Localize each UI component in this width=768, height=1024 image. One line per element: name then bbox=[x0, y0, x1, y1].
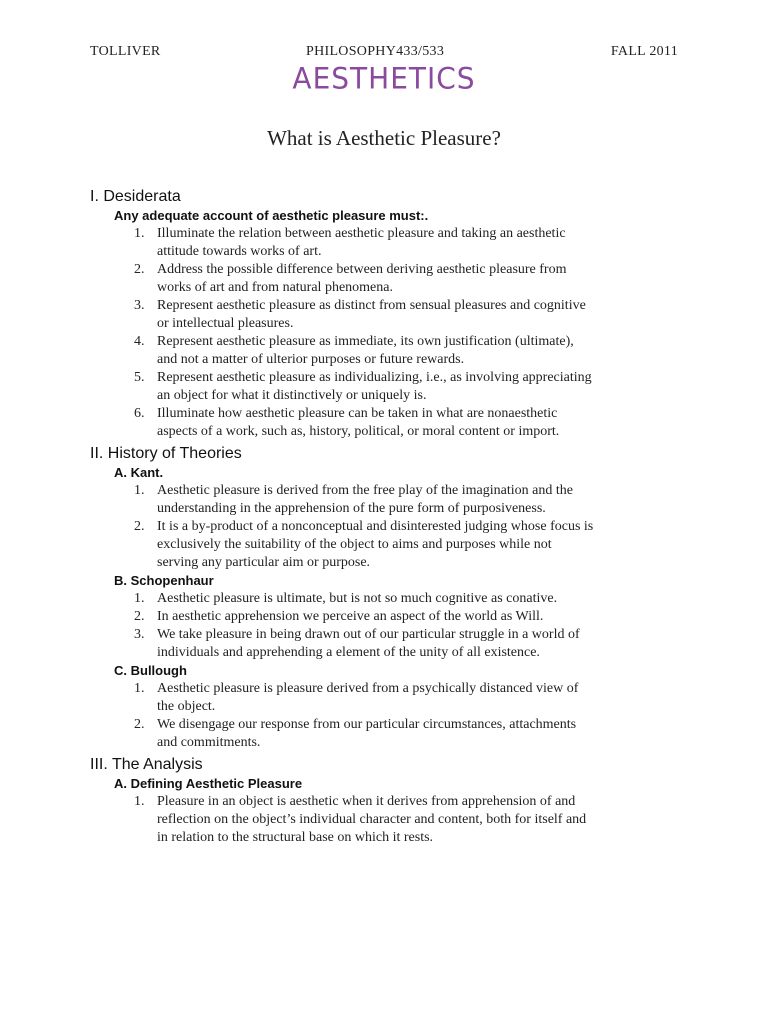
list-item-number: 1. bbox=[134, 794, 145, 809]
list-item bbox=[90, 225, 690, 261]
list-item-line: Aesthetic pleasure is derived from the free play of the imagination and the bbox=[157, 483, 573, 498]
list-item-number: 2. bbox=[134, 609, 145, 624]
list-item bbox=[90, 297, 690, 333]
list-item-line: the object. bbox=[157, 699, 216, 714]
schopenhaur-list bbox=[90, 590, 690, 662]
list-item bbox=[90, 333, 690, 369]
list-item-line: an object for what it distinctively or uniquely is. bbox=[157, 388, 427, 403]
list-item-line: exclusively the suitability of the object to aims and purposes while not bbox=[157, 537, 552, 552]
list-item-number: 2. bbox=[134, 262, 145, 277]
bullough-list bbox=[90, 680, 690, 752]
desiderata-intro: Any adequate account of aesthetic pleasure must:. bbox=[114, 208, 429, 223]
course-code: PHILOSOPHY433/533 bbox=[306, 44, 445, 59]
subsection-heading-bullough: C. Bullough bbox=[114, 663, 187, 678]
list-item-line: in relation to the structural base on which it rests. bbox=[157, 830, 434, 845]
list-item bbox=[90, 716, 690, 752]
list-item-line: We take pleasure in being drawn out of our particular struggle in a world of bbox=[157, 627, 580, 642]
list-item-line: attitude towards works of art. bbox=[157, 244, 322, 259]
list-item-number: 1. bbox=[134, 681, 145, 696]
list-item-line: Aesthetic pleasure is pleasure derived from a psychically distanced view of bbox=[157, 681, 579, 696]
list-item bbox=[90, 261, 690, 297]
list-item bbox=[90, 680, 690, 716]
list-item-line: In aesthetic apprehension we perceive an aspect of the world as Will. bbox=[157, 609, 544, 624]
section-heading-analysis: III. The Analysis bbox=[90, 756, 203, 773]
list-item bbox=[90, 369, 690, 405]
list-item bbox=[90, 482, 690, 518]
list-item-line: Represent aesthetic pleasure as immediate, its own justification (ultimate), bbox=[157, 334, 574, 349]
desiderata-list bbox=[90, 225, 690, 441]
list-item-line: It is a by-product of a nonconceptual and disinterested judging whose focus is bbox=[157, 519, 594, 534]
list-item-number: 2. bbox=[134, 519, 145, 534]
list-item-line: serving any particular aim or purpose. bbox=[157, 555, 371, 570]
list-item-line: individuals and apprehending a element of the unity of all existence. bbox=[157, 645, 540, 660]
list-item-line: Represent aesthetic pleasure as distinct from sensual pleasures and cognitive bbox=[157, 298, 586, 313]
subsection-heading-defining: A. Defining Aesthetic Pleasure bbox=[114, 776, 303, 791]
list-item-number: 3. bbox=[134, 627, 145, 642]
list-item-line: understanding in the apprehension of the pure form of purposiveness. bbox=[157, 501, 546, 516]
list-item-line: and commitments. bbox=[157, 735, 261, 750]
list-item-line: and not a matter of ulterior purposes or future rewards. bbox=[157, 352, 465, 367]
list-item-line: Represent aesthetic pleasure as individualizing, i.e., as involving appreciating bbox=[157, 370, 592, 385]
kant-list bbox=[90, 482, 690, 572]
list-item bbox=[90, 793, 690, 847]
defining-list bbox=[90, 793, 690, 847]
list-item-line: Illuminate how aesthetic pleasure can be taken in what are nonaesthetic bbox=[157, 406, 558, 421]
list-item bbox=[90, 518, 690, 572]
term: FALL 2011 bbox=[610, 44, 678, 59]
list-item-line: Pleasure in an object is aesthetic when it derives from apprehension of and bbox=[157, 794, 576, 809]
page-title: What is Aesthetic Pleasure? bbox=[267, 126, 501, 150]
list-item-number: 1. bbox=[134, 591, 145, 606]
list-item-line: Address the possible difference between deriving aesthetic pleasure from bbox=[157, 262, 567, 277]
list-item bbox=[90, 608, 690, 626]
list-item-number: 2. bbox=[134, 717, 145, 732]
list-item-line: or intellectual pleasures. bbox=[157, 316, 294, 331]
list-item-number: 5. bbox=[134, 370, 145, 385]
list-item-number: 6. bbox=[134, 406, 145, 421]
list-item-line: Aesthetic pleasure is ultimate, but is not so much cognitive as conative. bbox=[157, 591, 558, 606]
subsection-heading-schopenhaur: B. Schopenhaur bbox=[114, 573, 214, 588]
section-heading-history: II. History of Theories bbox=[90, 445, 242, 462]
list-item-line: We disengage our response from our particular circumstances, attachments bbox=[157, 717, 577, 732]
subsection-heading-kant: A. Kant. bbox=[114, 465, 164, 480]
list-item-line: reflection on the object’s individual character and content, both for itself and bbox=[157, 812, 587, 827]
list-item bbox=[90, 590, 690, 608]
list-item-number: 1. bbox=[134, 226, 145, 241]
author-name: TOLLIVER bbox=[90, 44, 161, 59]
list-item-line: works of art and from natural phenomena. bbox=[157, 280, 393, 295]
list-item-number: 1. bbox=[134, 483, 145, 498]
course-name-logo: AESTHETICS bbox=[292, 61, 476, 96]
section-heading-desiderata: I. Desiderata bbox=[90, 188, 181, 205]
list-item-line: aspects of a work, such as, history, political, or moral content or import. bbox=[157, 424, 560, 439]
list-item-line: Illuminate the relation between aesthetic pleasure and taking an aesthetic bbox=[157, 226, 566, 241]
list-item bbox=[90, 405, 690, 441]
list-item-number: 3. bbox=[134, 298, 145, 313]
list-item-number: 4. bbox=[134, 334, 145, 349]
document-body bbox=[90, 187, 690, 847]
list-item bbox=[90, 626, 690, 662]
